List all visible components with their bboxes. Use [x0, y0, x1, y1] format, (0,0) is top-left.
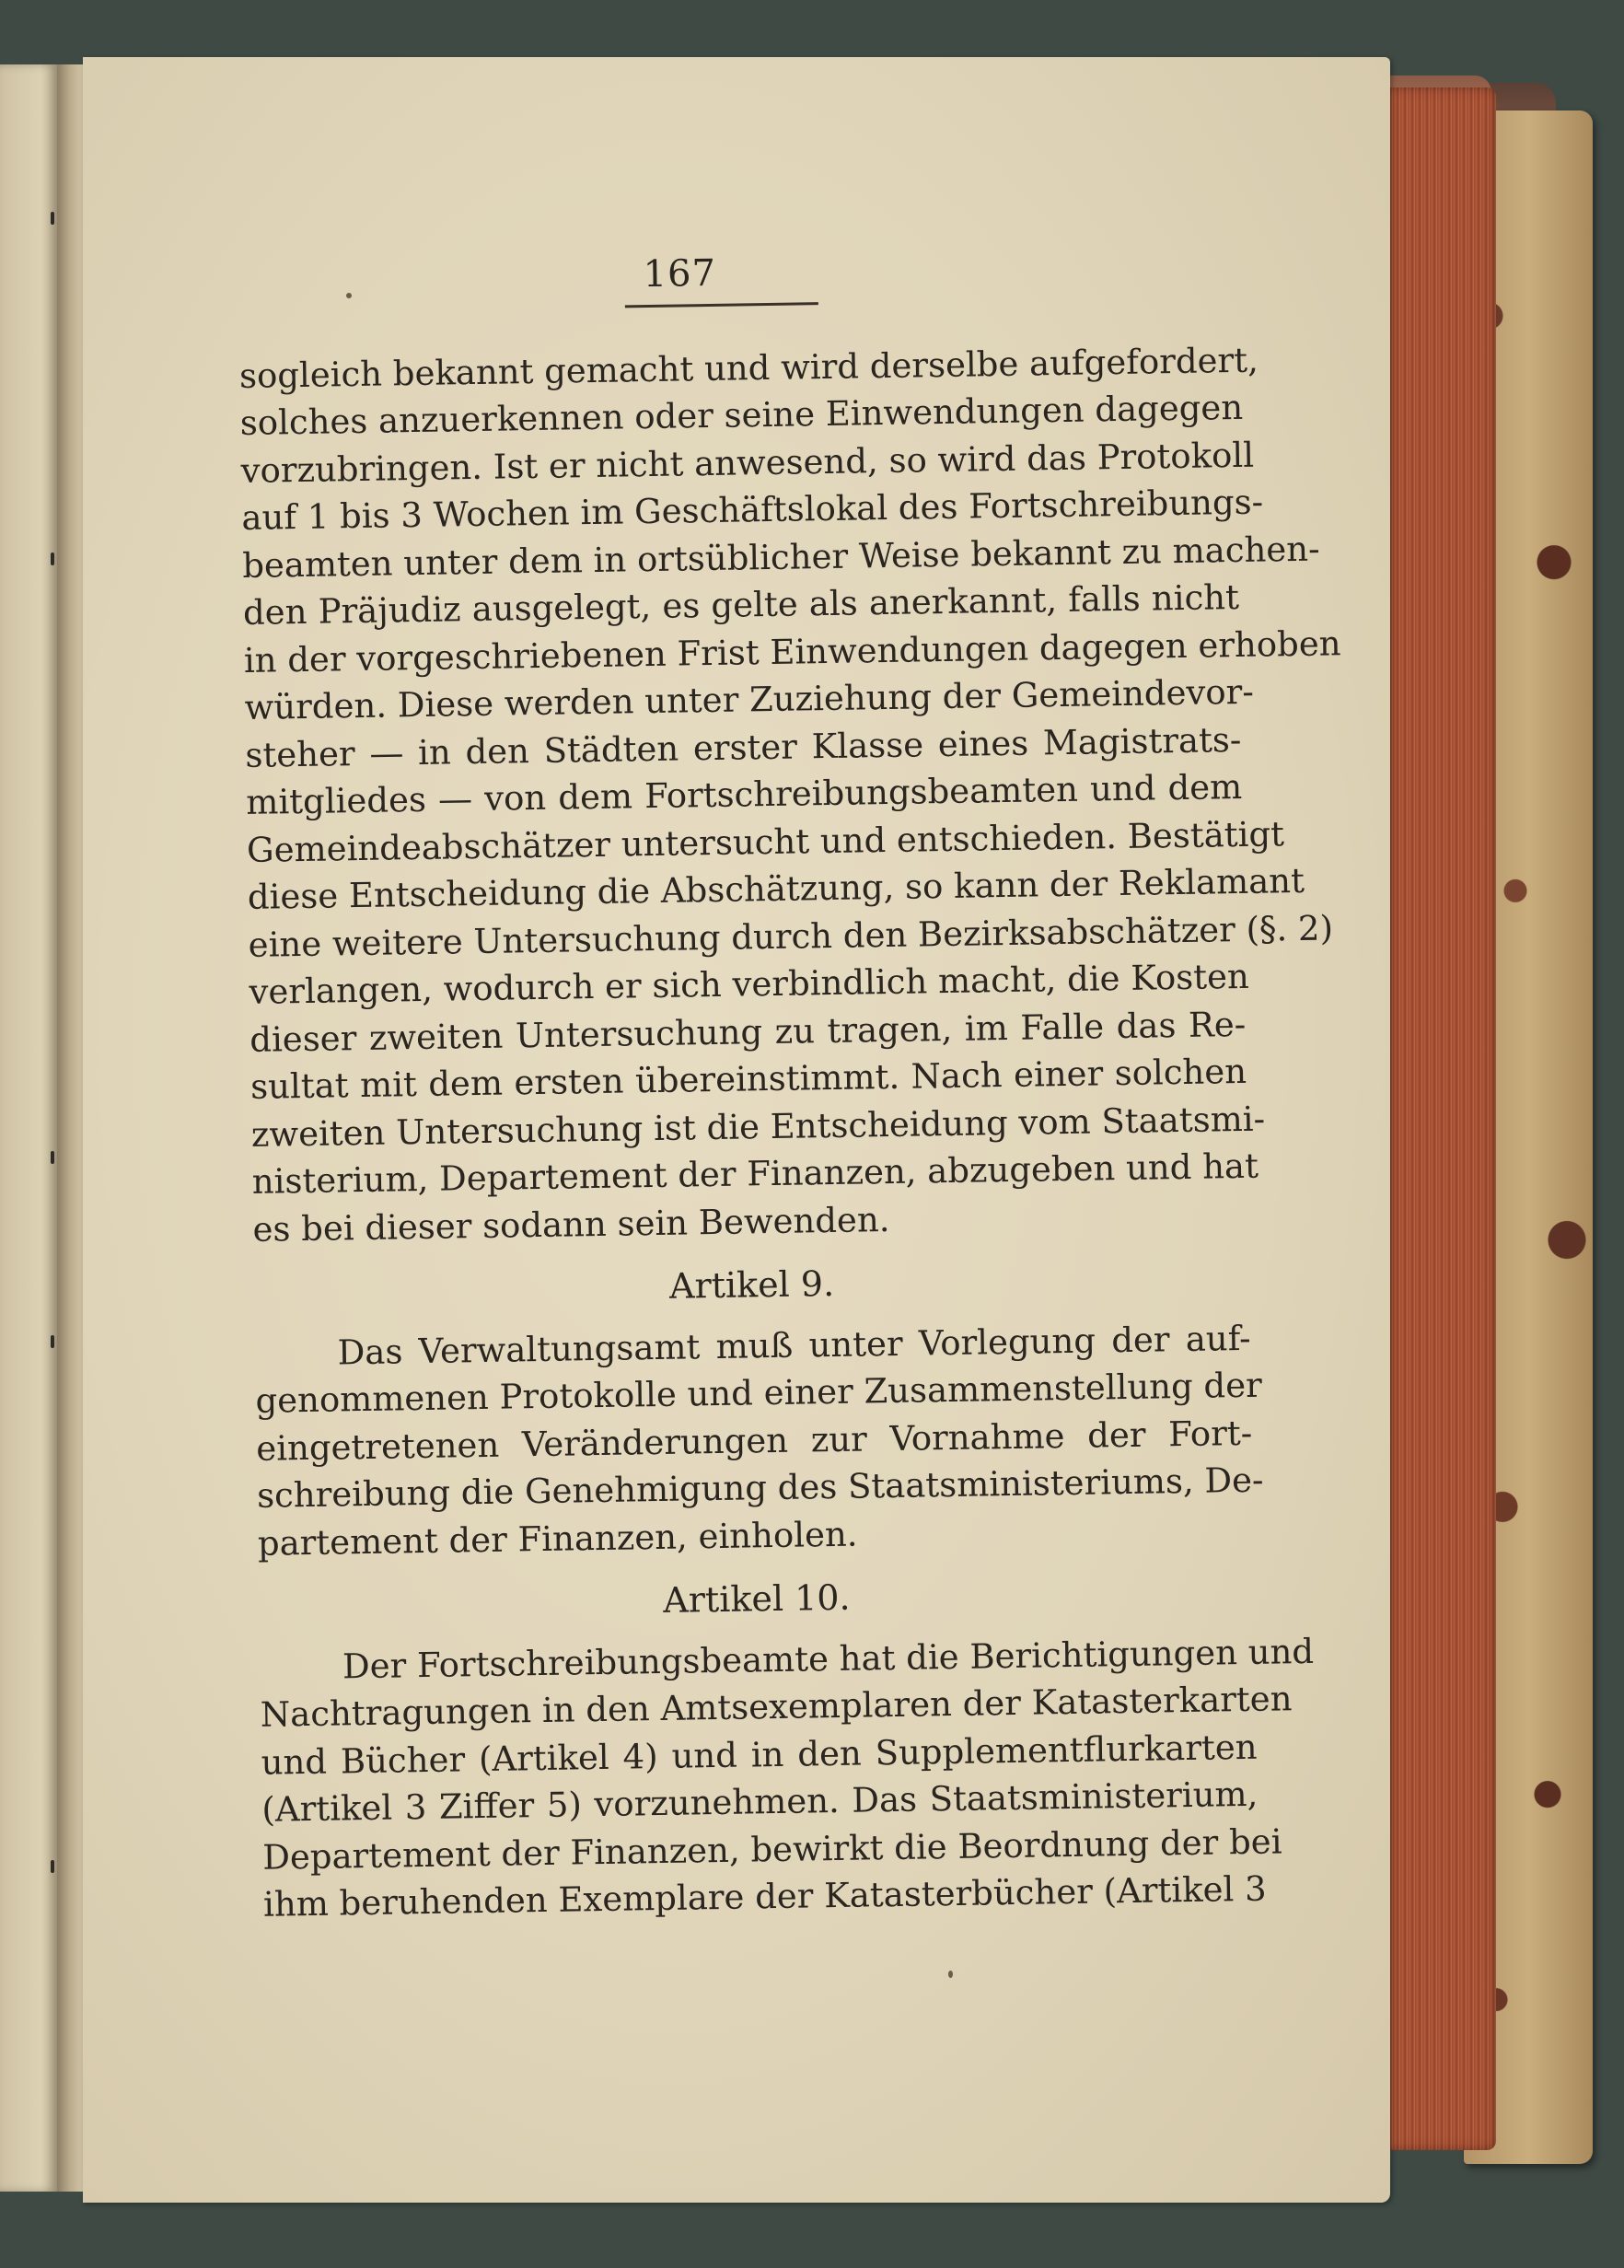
text-line: solches anzuerkennen oder seine Einwendungen dagegen [239, 387, 1244, 443]
text-line: Das Verwaltungsamt muß unter Vorlegung der auf- [337, 1318, 1251, 1372]
text-line: steher — in den Städten erster Klasse eines Magistrats- [245, 719, 1242, 775]
text-line: ihm beruhenden Exemplare der Katasterbücher (Artikel 3 [262, 1868, 1267, 1925]
text-line: zweiten Untersuchung ist die Entscheidung vom Staatsmi- [250, 1099, 1266, 1155]
ink-mark [51, 1335, 54, 1348]
header-rule [625, 302, 818, 308]
text-line: eingetretenen Veränderungen zur Vornahme der Fort- [255, 1413, 1253, 1469]
text-line: genommenen Protokolle und einer Zusammenstellung der [255, 1365, 1263, 1421]
page-text [238, 242, 1341, 1928]
page-block-edge [1386, 87, 1496, 2150]
text-line: eine weitere Untersuchung durch den Bezirksabschätzer (§. 2) [248, 907, 1334, 965]
text-line: sultat mit dem ersten übereinstimmt. Nach einer solchen [249, 1051, 1247, 1107]
ink-mark [51, 1860, 54, 1873]
paragraph-continuation [238, 336, 1341, 1252]
text-line: sogleich bekannt gemacht und wird derselbe aufgefordert, [238, 340, 1259, 396]
text-line: auf 1 bis 3 Wochen im Geschäftslokal des Fortschreibungs- [241, 482, 1264, 538]
article-9-body [254, 1314, 1264, 1566]
article-9-heading: Artikel 9. [668, 1262, 835, 1307]
text-line: es bei dieser sodann sein Bewenden. [252, 1199, 890, 1250]
text-line: Der Fortschreibungsbeamte hat die Berichtigungen und [342, 1631, 1315, 1686]
previous-page-edge [0, 64, 60, 2192]
ink-mark [51, 552, 54, 565]
text-line: mitgliedes — von dem Fortschreibungsbeamten und dem [245, 766, 1243, 822]
text-line: vorzubringen. Ist er nicht anwesend, so wird das Protokoll [240, 435, 1255, 491]
paper-speck [948, 1971, 953, 1978]
text-line: und Bücher (Artikel 4) und in den Supplementflurkarten [261, 1727, 1258, 1783]
text-line: (Artikel 3 Ziffer 5) vorzunehmen. Das Staatsministerium, [261, 1774, 1259, 1830]
text-line: Departement der Finanzen, bewirkt die Beordnung der bei [261, 1820, 1282, 1878]
text-line: Gemeindeabschätzer untersucht und entschieden. Bestätigt [246, 813, 1285, 870]
ink-mark [51, 212, 54, 225]
text-line: dieser zweiten Untersuchung zu tragen, im Falle das Re- [249, 1004, 1247, 1060]
text-line: den Präjudiz ausgelegt, es gelte als anerkannt, falls nicht [242, 576, 1240, 633]
ink-mark [51, 1151, 54, 1164]
text-line: partement der Finanzen, einholen. [257, 1514, 858, 1564]
text-line: würden. Diese werden unter Zuziehung der Gemeindevor- [244, 671, 1255, 727]
text-line: beamten unter dem in ortsüblicher Weise bekannt zu machen- [241, 529, 1320, 586]
text-line: schreibung die Genehmigung des Staatsministeriums, De- [256, 1460, 1264, 1516]
text-line: Nachtragungen in den Amtsexemplaren der Katasterkarten [260, 1679, 1293, 1735]
text-line: in der vorgeschriebenen Frist Einwendungen dagegen erhoben [243, 622, 1341, 680]
article-10-heading: Artikel 10. [663, 1576, 851, 1621]
text-line: diese Entscheidung die Abschätzung, so kann der Reklamant [247, 860, 1305, 917]
page-number: 167 [643, 251, 717, 297]
text-line: nisterium, Departement der Finanzen, abzugeben und hat [251, 1146, 1259, 1202]
article-10-body [260, 1628, 1315, 1928]
text-line: verlangen, wodurch er sich verbindlich macht, die Kosten [249, 956, 1250, 1012]
